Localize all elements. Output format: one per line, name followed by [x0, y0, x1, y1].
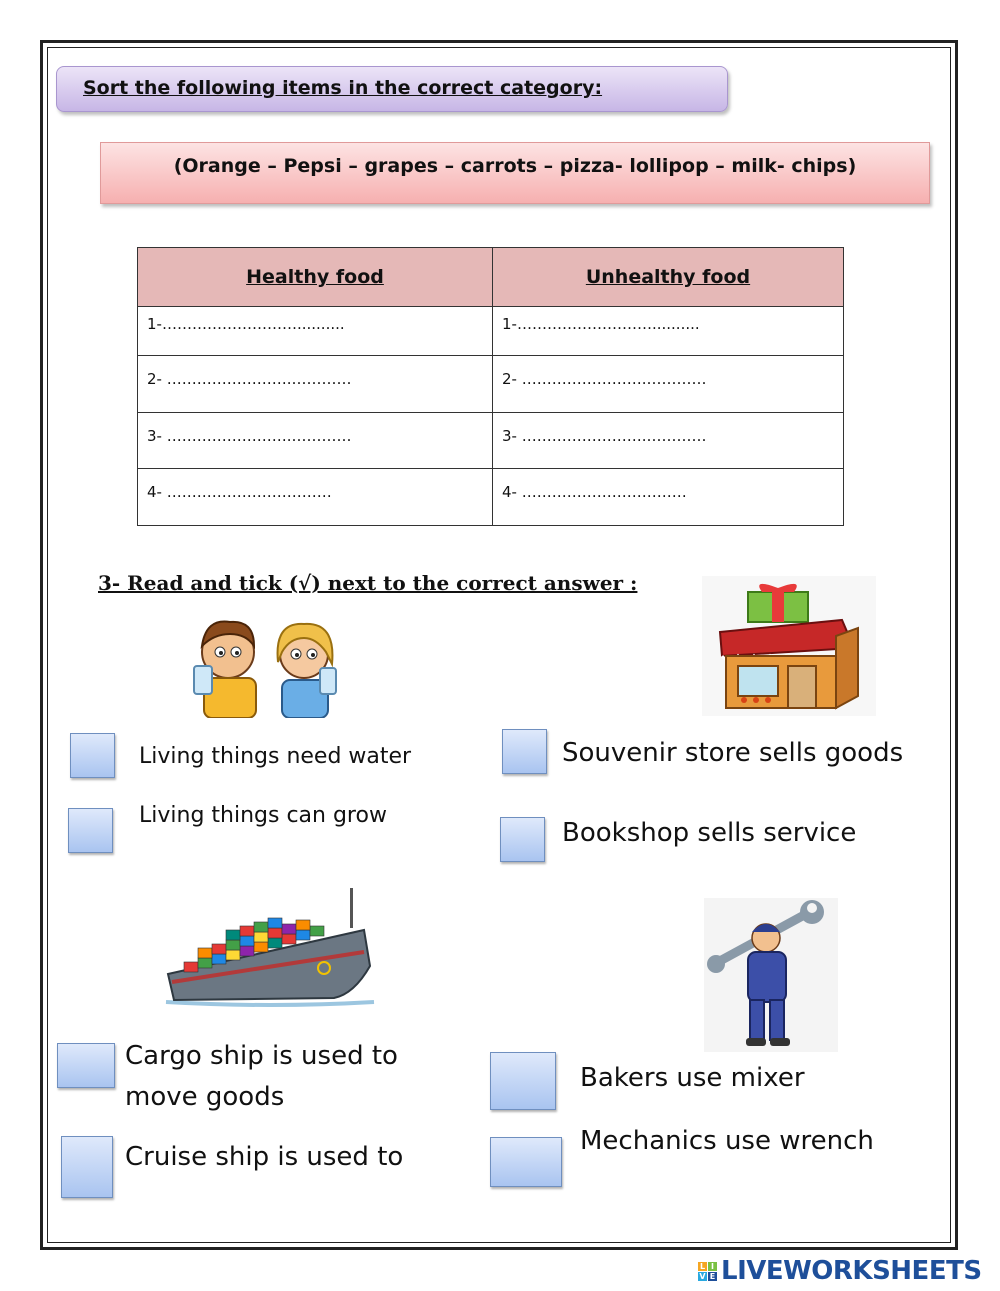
- logo-mark-e: E: [709, 1271, 716, 1281]
- checkbox-living-things-can-grow[interactable]: [68, 808, 113, 853]
- checkbox-souvenir-store-sells-goods[interactable]: [502, 729, 547, 774]
- unhealthy-answer-1[interactable]: 1-………………………..........: [493, 307, 844, 356]
- instruction-banner: [56, 66, 728, 112]
- logo-text: LIVEWORKSHEETS: [721, 1256, 982, 1286]
- option-mechanics-use-wrench: Mechanics use wrench: [580, 1126, 874, 1156]
- checkbox-bakers-use-mixer[interactable]: [490, 1052, 556, 1110]
- option-bakers-use-mixer: Bakers use mixer: [580, 1063, 805, 1093]
- checkbox-living-things-need-water[interactable]: [70, 733, 115, 778]
- checkbox-bookshop-sells-service[interactable]: [500, 817, 545, 862]
- option-living-things-need-water: Living things need water: [139, 744, 412, 769]
- option-living-things-can-grow: Living things can grow: [139, 803, 387, 828]
- option-bookshop-sells-service: Bookshop sells service: [562, 818, 857, 848]
- checkbox-cargo-ship[interactable]: [57, 1043, 115, 1088]
- unhealthy-answer-2[interactable]: 2- …………………….…………: [493, 356, 844, 413]
- header-unhealthy-food: Unhealthy food: [493, 248, 844, 307]
- option-cargo-ship-line-2: move goods: [125, 1082, 285, 1112]
- unhealthy-answer-3[interactable]: 3- …………………….…………: [493, 413, 844, 469]
- option-cargo-ship-line-1: Cargo ship is used to: [125, 1041, 398, 1071]
- logo-mark-l: L: [699, 1261, 706, 1271]
- mechanic-with-wrench-image: [704, 898, 838, 1052]
- option-cruise-ship: Cruise ship is used to: [125, 1142, 404, 1172]
- items-list-banner: [100, 142, 930, 204]
- healthy-answer-3[interactable]: 3- …………………….…………: [138, 413, 493, 469]
- checkbox-mechanics-use-wrench[interactable]: [490, 1137, 562, 1187]
- sort-table: [137, 247, 844, 526]
- checkbox-cruise-ship[interactable]: [61, 1136, 113, 1198]
- logo-mark-icon: [698, 1262, 717, 1281]
- healthy-answer-4[interactable]: 4- ……………………………: [138, 469, 493, 526]
- logo-mark-v: V: [699, 1271, 706, 1281]
- unhealthy-answer-4[interactable]: 4- ……………………………: [493, 469, 844, 526]
- option-souvenir-store-sells-goods: Souvenir store sells goods: [562, 738, 904, 768]
- header-healthy-food: Healthy food: [138, 248, 493, 307]
- logo-mark-i: I: [708, 1262, 717, 1271]
- healthy-answer-2[interactable]: 2- …………………….…………: [138, 356, 493, 413]
- question-3-heading: 3- Read and tick (√) next to the correct answer :: [98, 571, 638, 595]
- cargo-ship-image: [164, 882, 376, 1010]
- kids-drinking-water-image: [186, 612, 348, 718]
- souvenir-shop-image: [702, 576, 876, 716]
- items-list-text: (Orange – Pepsi – grapes – carrots – pizza- lollipop – milk- chips): [173, 155, 857, 177]
- instruction-text: Sort the following items in the correct category:: [83, 77, 603, 99]
- healthy-answer-1[interactable]: 1-………………………..........: [138, 307, 493, 356]
- liveworksheets-logo: [698, 1256, 982, 1286]
